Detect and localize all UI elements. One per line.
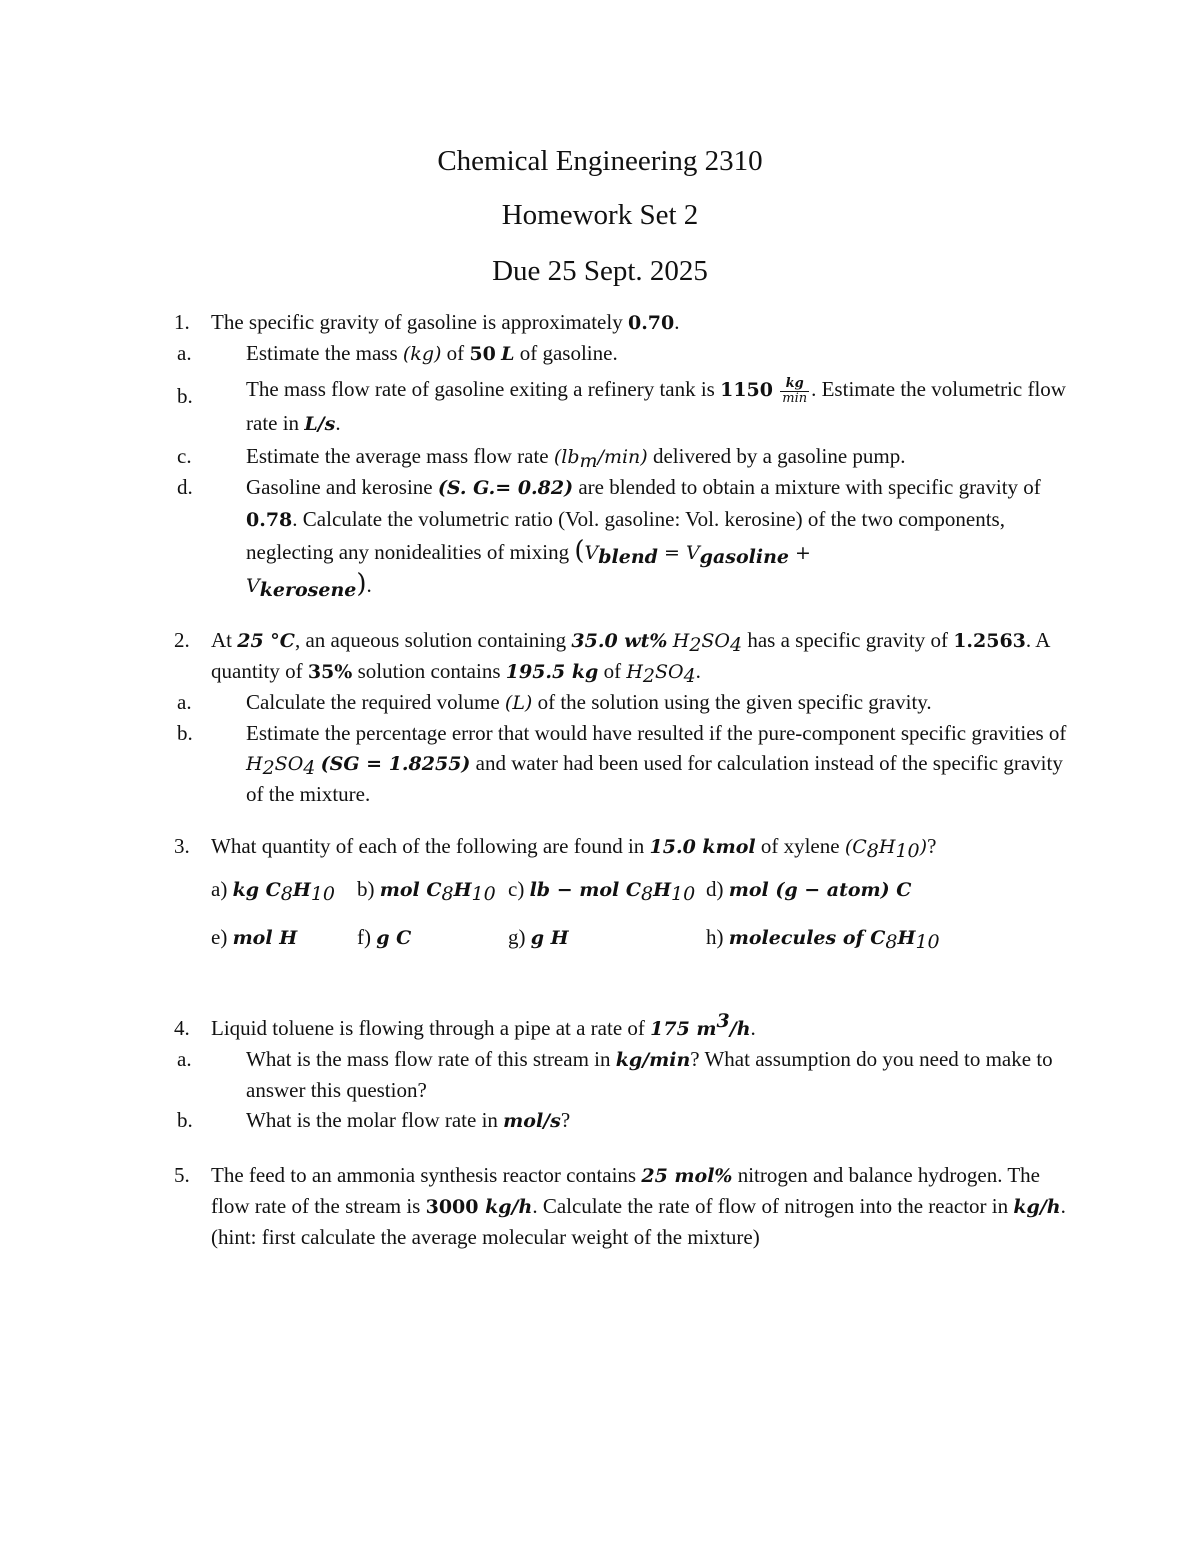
question-number: 3.: [174, 834, 190, 858]
question-text: What quantity of each of the following are found in 15.0 kmol of xylene $(C_8H_{10})$?: [211, 834, 937, 862]
question-text: At 25 °C, an aqueous solution containing 35.0 wt% $H_2SO_4$ has a specific gravity of 1.2563. A quantity of 35% solution contains 195.5 kg of $H_2SO_4$.: [211, 628, 1050, 687]
question-1c: c. Estimate the average mass flow rate $(lb_m/\min)$ delivered by a gasoline pump.: [177, 444, 906, 472]
question-number: 4.: [174, 1016, 190, 1040]
quantity-item-d: d) mol (g − atom) C: [706, 877, 912, 901]
question-3: [174, 831, 1074, 862]
question-2b: b. Estimate the percentage error that would have resulted if the pure-component specific gravities of $H_2SO_4$ (SG = 1.8255) and water had been used for calculation instead of the specific gravity of the mixture.: [177, 721, 1067, 806]
due-date: Due 25 Sept. 2025: [492, 255, 708, 287]
question-1: [174, 307, 1074, 602]
question-4: [174, 1010, 1074, 1136]
homework-set-title: Homework Set 2: [501, 199, 699, 231]
question-number: 1.: [174, 310, 190, 334]
question-5: [174, 1160, 1074, 1252]
quantity-item-a: a) kg $C_8H_{10}$: [211, 877, 336, 905]
quantity-item-h: h) molecules of $C_8H_{10}$: [706, 925, 940, 953]
question-text: Liquid toluene is flowing through a pipe at a rate of 175 $m^3/h$.: [211, 1010, 756, 1040]
question-4b: b. What is the molar flow rate in mol/s?: [177, 1108, 571, 1132]
question-2: [174, 625, 1074, 809]
hint-text: (hint: first calculate the average molecular weight of the mixture): [211, 1225, 760, 1249]
course-title: Chemical Engineering 2310: [437, 145, 763, 177]
kg-per-min-fraction: $\frac{kg}{\min}$: [782, 375, 808, 406]
quantity-item-c: c) lb − mol $C_8H_{10}$: [508, 877, 696, 905]
question-number: 2.: [174, 628, 190, 652]
quantity-item-f: f) g C: [357, 925, 412, 949]
quantity-item-g: g) g H: [508, 925, 569, 949]
question-number: 5.: [174, 1163, 190, 1187]
question-4a: a. What is the mass flow rate of this stream in kg/min? What assumption do you need to make to answer this question?: [177, 1047, 1053, 1102]
question-2a: a. Calculate the required volume (L) of the solution using the given specific gravity.: [177, 690, 932, 714]
question-text: The specific gravity of gasoline is approximately 0.70.: [211, 310, 680, 334]
question-1d: d. Gasoline and kerosine (S. G.= 0.82) are blended to obtain a mixture with specific gravity of 0.78. Calculate the volumetric ratio (Vol. gasoline: Vol. kerosine) of the two components, neglecting any nonidealities of mixing ($V_{blend} = V_{gasoline}$ + $V_{kerosene}$).: [177, 475, 1041, 601]
question-1a: a. Estimate the mass (kg) of 50 L of gasoline.: [177, 341, 618, 365]
question-text: The feed to an ammonia synthesis reactor contains 25 mol% nitrogen and balance hydrogen. The flow rate of the stream is 3000 kg/h. Calculate the rate of flow of nitrogen into the reactor in kg/h. (hint: first calculate the average molecular weight of the mixture): [211, 1163, 1066, 1249]
quantity-item-e: e) mol H: [211, 925, 298, 949]
quantity-item-b: b) mol $C_8H_{10}$: [357, 877, 496, 905]
question-1b: b. The mass flow rate of gasoline exiting a refinery tank is 1150 $\frac{kg}{\min}$ . Estimate the volumetric flow rate in L/s.: [177, 375, 1066, 435]
